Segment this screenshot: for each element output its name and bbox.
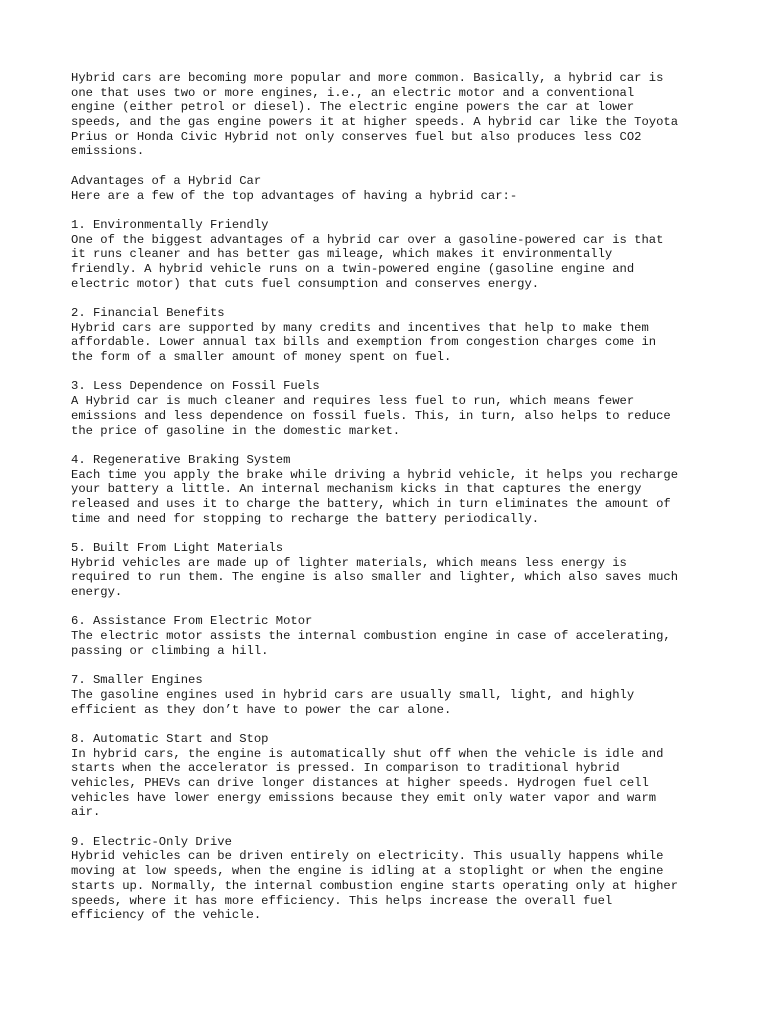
- section-heading: 4. Regenerative Braking System: [71, 452, 291, 467]
- intro-line: speeds, and the gas engine powers it at higher speeds. A hybrid car like the Toyota: [71, 115, 679, 130]
- section-less-dependence: [71, 379, 751, 438]
- advantages-title: Advantages of a Hybrid Car: [71, 173, 262, 188]
- intro-line: one that uses two or more engines, i.e., an electric motor and a conventional: [71, 85, 635, 100]
- section-body-line: friendly. A hybrid vehicle runs on a twin-powered engine (gasoline engine and: [71, 261, 635, 276]
- section-body-line: time and need for stopping to recharge the battery periodically.: [71, 511, 540, 526]
- section-body-line: Hybrid vehicles can be driven entirely on electricity. This usually happens while: [71, 849, 664, 864]
- advantages-lead: Here are a few of the top advantages of having a hybrid car:-: [71, 188, 518, 203]
- section-electric-only-drive: [71, 835, 751, 923]
- section-body-line: your battery a little. An internal mechanism kicks in that captures the energy: [71, 482, 642, 497]
- section-body-line: In hybrid cars, the engine is automatically shut off when the vehicle is idle and: [71, 746, 664, 761]
- section-heading: 6. Assistance From Electric Motor: [71, 614, 313, 629]
- section-heading: 1. Environmentally Friendly: [71, 217, 269, 232]
- section-heading: 5. Built From Light Materials: [71, 541, 284, 555]
- section-automatic-start-stop: [71, 732, 751, 820]
- section-heading: 8. Automatic Start and Stop: [71, 731, 269, 746]
- section-financial-benefits: [71, 306, 751, 365]
- section-body-line: energy.: [71, 585, 123, 600]
- section-body-line: One of the biggest advantages of a hybrid car over a gasoline-powered car is that: [71, 232, 664, 247]
- section-heading: 3. Less Dependence on Fossil Fuels: [71, 379, 320, 394]
- section-body-line: starts up. Normally, the internal combustion engine starts operating only at higher: [71, 878, 679, 893]
- section-body-line: efficient as they don’t have to power the car alone.: [71, 702, 452, 717]
- section-body-line: released and uses it to charge the battery, which in turn eliminates the amount of: [71, 496, 671, 511]
- intro-line: Prius or Honda Civic Hybrid not only conserves fuel but also produces less CO2: [71, 129, 642, 144]
- section-body-line: starts when the accelerator is pressed. In comparison to traditional hybrid: [71, 761, 620, 776]
- section-body-line: air.: [71, 805, 101, 820]
- section-heading: 2. Financial Benefits: [71, 306, 225, 320]
- section-body-line: Hybrid vehicles are made up of lighter materials, which means less energy is: [71, 555, 627, 570]
- section-environmentally-friendly: [71, 218, 751, 291]
- section-body-line: A Hybrid car is much cleaner and requires less fuel to run, which means fewer: [71, 394, 635, 409]
- intro-paragraph: [71, 71, 751, 159]
- section-body-line: vehicles have lower energy emissions because they emit only water vapor and warm: [71, 790, 657, 805]
- section-body-line: Hybrid cars are supported by many credits and incentives that help to make them: [71, 320, 649, 335]
- intro-line: engine (either petrol or diesel). The electric engine powers the car at lower: [71, 100, 635, 115]
- section-body-line: speeds, where it has more efficiency. This helps increase the overall fuel: [71, 893, 613, 908]
- section-smaller-engines: [71, 673, 751, 717]
- section-body-line: vehicles, PHEVs can drive longer distances at higher speeds. Hydrogen fuel cell: [71, 776, 649, 790]
- section-body-line: affordable. Lower annual tax bills and exemption from congestion charges come in: [71, 335, 657, 350]
- intro-line: emissions.: [71, 144, 145, 159]
- section-body-line: the form of a smaller amount of money spent on fuel.: [71, 350, 452, 365]
- section-electric-motor-assistance: [71, 614, 751, 658]
- section-regenerative-braking: [71, 453, 751, 526]
- section-body-line: required to run them. The engine is also smaller and lighter, which also saves much: [71, 570, 679, 585]
- section-body-line: The gasoline engines used in hybrid cars are usually small, light, and highly: [71, 687, 635, 702]
- section-body-line: it runs cleaner and has better gas mileage, which makes it environmentally: [71, 247, 613, 262]
- section-body-line: passing or climbing a hill.: [71, 643, 269, 658]
- document-page: [71, 71, 751, 923]
- section-body-line: the price of gasoline in the domestic market.: [71, 423, 401, 438]
- intro-line: Hybrid cars are becoming more popular and more common. Basically, a hybrid car is: [71, 71, 664, 85]
- section-body-line: emissions and less dependence on fossil fuels. This, in turn, also helps to reduce: [71, 408, 671, 423]
- section-heading: 9. Electric-Only Drive: [71, 834, 232, 849]
- section-body-line: Each time you apply the brake while driving a hybrid vehicle, it helps you recharge: [71, 467, 679, 482]
- section-light-materials: [71, 541, 751, 600]
- section-heading: 7. Smaller Engines: [71, 673, 203, 688]
- section-body-line: The electric motor assists the internal combustion engine in case of accelerating,: [71, 629, 671, 644]
- section-body-line: moving at low speeds, when the engine is idling at a stoplight or when the engine: [71, 864, 664, 879]
- section-body-line: efficiency of the vehicle.: [71, 908, 262, 923]
- advantages-intro: [71, 174, 751, 203]
- section-body-line: electric motor) that cuts fuel consumption and conserves energy.: [71, 276, 540, 291]
